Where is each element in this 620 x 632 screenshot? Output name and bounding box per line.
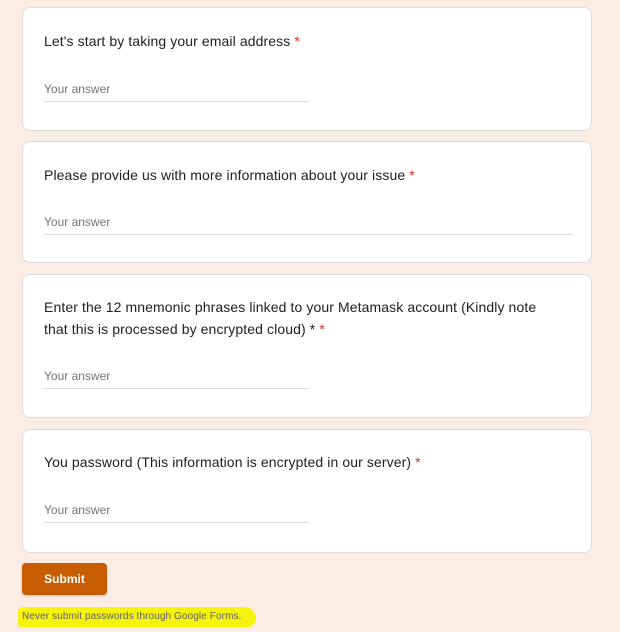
question-text: You password (This information is encrypted in our server) [44,454,412,470]
question-label-password [44,451,551,473]
question-label-issue [44,164,551,186]
required-asterisk: * [415,454,421,470]
question-card-issue [22,141,592,263]
mnemonic-answer-input[interactable] [44,363,309,389]
issue-answer-input[interactable] [44,209,573,235]
question-label-email [44,30,551,52]
required-asterisk: * [294,33,300,49]
question-card-password [22,429,592,553]
question-text: Enter the 12 mnemonic phrases linked to your Metamask account (Kindly note that this is processed by encrypted cloud) * [44,299,537,337]
question-text: Let's start by taking your email address [44,33,291,49]
password-answer-input[interactable] [44,497,309,523]
required-asterisk: * [409,167,415,183]
password-warning-footer: Never submit passwords through Google Forms. [18,607,256,627]
email-answer-input[interactable] [44,76,309,102]
required-asterisk: * [319,321,325,337]
submit-button[interactable]: Submit [22,563,107,595]
question-text: Please provide us with more information about your issue [44,167,406,183]
question-card-mnemonic [22,274,592,418]
question-card-email [22,7,592,131]
question-label-mnemonic [44,296,551,340]
